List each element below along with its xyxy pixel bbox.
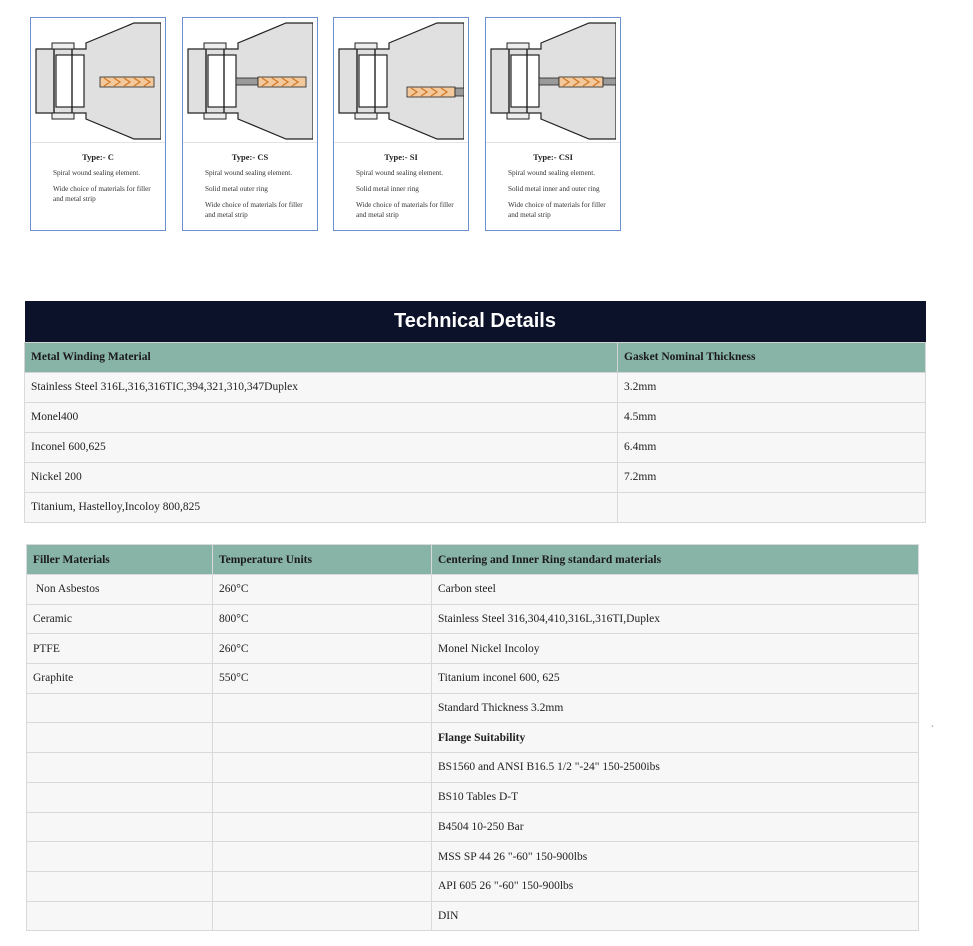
table-row xyxy=(25,372,926,402)
table-row xyxy=(27,842,919,872)
filler-material-cell xyxy=(27,782,213,812)
ring-material-cell: Monel Nickel Incoloy xyxy=(432,634,919,664)
temperature-cell: 550°C xyxy=(213,664,432,694)
temperature-cell xyxy=(213,723,432,753)
filler-material-cell: PTFE xyxy=(27,634,213,664)
temperature-cell: 800°C xyxy=(213,604,432,634)
technical-details-table xyxy=(24,301,926,523)
nominal-thickness-cell: 3.2mm xyxy=(618,372,926,402)
table-row xyxy=(27,693,919,723)
filler-material-cell xyxy=(27,693,213,723)
card-divider xyxy=(486,142,620,143)
table-row xyxy=(25,402,926,432)
temperature-cell xyxy=(213,842,432,872)
card-description-line: Wide choice of materials for filler and metal strip xyxy=(356,201,454,219)
ring-material-cell: API 605 26 "-60" 150-900lbs xyxy=(432,871,919,901)
metal-winding-material-cell: Monel400 xyxy=(25,402,618,432)
temperature-cell xyxy=(213,693,432,723)
filler-material-cell: Ceramic xyxy=(27,604,213,634)
card-description-line: Solid metal inner ring xyxy=(356,185,419,193)
ring-material-cell: BS1560 and ANSI B16.5 1/2 "-24" 150-2500ibs xyxy=(432,753,919,783)
gasket-card-cs xyxy=(182,17,318,231)
ring-material-cell: Standard Thickness 3.2mm xyxy=(432,693,919,723)
table-row xyxy=(27,812,919,842)
temperature-cell xyxy=(213,812,432,842)
card-description-line: Spiral wound sealing element. xyxy=(53,169,141,177)
gasket-si-diagram xyxy=(337,21,464,141)
card-divider xyxy=(334,142,468,143)
filler-material-cell: Graphite xyxy=(27,664,213,694)
filler-material-cell xyxy=(27,723,213,753)
card-description-line: Solid metal inner and outer ring xyxy=(508,185,600,193)
table-row xyxy=(27,604,919,634)
header-temperature-units: Temperature Units xyxy=(213,545,432,575)
table-row xyxy=(25,492,926,522)
table-row xyxy=(27,575,919,605)
temperature-cell: 260°C xyxy=(213,575,432,605)
filler-material-cell xyxy=(27,842,213,872)
table-row xyxy=(27,664,919,694)
table-row xyxy=(27,634,919,664)
temperature-cell xyxy=(213,901,432,931)
header-centering-inner-ring: Centering and Inner Ring standard materials xyxy=(432,545,919,575)
header-filler-materials: Filler Materials xyxy=(27,545,213,575)
temperature-cell: 260°C xyxy=(213,634,432,664)
table-header-row xyxy=(25,342,926,372)
card-divider xyxy=(31,142,165,143)
card-type-label: Type:- C xyxy=(82,152,114,162)
header-metal-winding-material: Metal Winding Material xyxy=(25,342,618,372)
ring-material-cell: Titanium inconel 600, 625 xyxy=(432,664,919,694)
table-row xyxy=(27,871,919,901)
gasket-card-c xyxy=(30,17,166,231)
card-description-line: Wide choice of materials for filler and metal strip xyxy=(53,185,151,203)
card-type-label: Type:- SI xyxy=(384,152,418,162)
filler-material-cell: Non Asbestos xyxy=(27,575,213,605)
card-type-label: Type:- CSI xyxy=(533,152,573,162)
metal-winding-material-cell: Stainless Steel 316L,316,316TIC,394,321,310,347Duplex xyxy=(25,372,618,402)
metal-winding-material-cell: Nickel 200 xyxy=(25,462,618,492)
filler-material-cell xyxy=(27,901,213,931)
gasket-c-diagram xyxy=(34,21,161,141)
metal-winding-material-cell: Titanium, Hastelloy,Incoloy 800,825 xyxy=(25,492,618,522)
ring-material-cell: B4504 10-250 Bar xyxy=(432,812,919,842)
metal-winding-material-cell: Inconel 600,625 xyxy=(25,432,618,462)
header-gasket-nominal-thickness: Gasket Nominal Thickness xyxy=(618,342,926,372)
ring-material-cell: DIN xyxy=(432,901,919,931)
table-row xyxy=(25,462,926,492)
nominal-thickness-cell: 4.5mm xyxy=(618,402,926,432)
filler-material-cell xyxy=(27,812,213,842)
nominal-thickness-cell xyxy=(618,492,926,522)
stray-mark: ` xyxy=(931,724,934,734)
gasket-cs-diagram xyxy=(186,21,313,141)
table-row xyxy=(25,432,926,462)
temperature-cell xyxy=(213,753,432,783)
technical-details-title: Technical Details xyxy=(25,301,926,342)
gasket-card-csi xyxy=(485,17,621,231)
card-description-line: Wide choice of materials for filler and metal strip xyxy=(205,201,303,219)
card-description-line: Spiral wound sealing element. xyxy=(356,169,444,177)
filler-material-cell xyxy=(27,753,213,783)
ring-material-cell: MSS SP 44 26 "-60" 150-900lbs xyxy=(432,842,919,872)
gasket-card-si xyxy=(333,17,469,231)
ring-material-cell: Stainless Steel 316,304,410,316L,316TI,Duplex xyxy=(432,604,919,634)
table-row xyxy=(27,782,919,812)
table-row xyxy=(27,723,919,753)
flange-suitability-heading: Flange Suitability xyxy=(432,723,919,753)
nominal-thickness-cell: 7.2mm xyxy=(618,462,926,492)
gasket-csi-diagram xyxy=(489,21,616,141)
ring-material-cell: BS10 Tables D-T xyxy=(432,782,919,812)
filler-material-cell xyxy=(27,871,213,901)
ring-material-cell: Carbon steel xyxy=(432,575,919,605)
table-row xyxy=(27,753,919,783)
card-description-line: Spiral wound sealing element. xyxy=(205,169,293,177)
card-description-line: Solid metal outer ring xyxy=(205,185,268,193)
table-header-row xyxy=(27,545,919,575)
filler-materials-table xyxy=(26,544,919,931)
nominal-thickness-cell: 6.4mm xyxy=(618,432,926,462)
temperature-cell xyxy=(213,871,432,901)
table-row xyxy=(27,901,919,931)
card-divider xyxy=(183,142,317,143)
card-type-label: Type:- CS xyxy=(231,152,269,162)
card-description-line: Spiral wound sealing element. xyxy=(508,169,596,177)
card-description-line: Wide choice of materials for filler and metal strip xyxy=(508,201,606,219)
temperature-cell xyxy=(213,782,432,812)
